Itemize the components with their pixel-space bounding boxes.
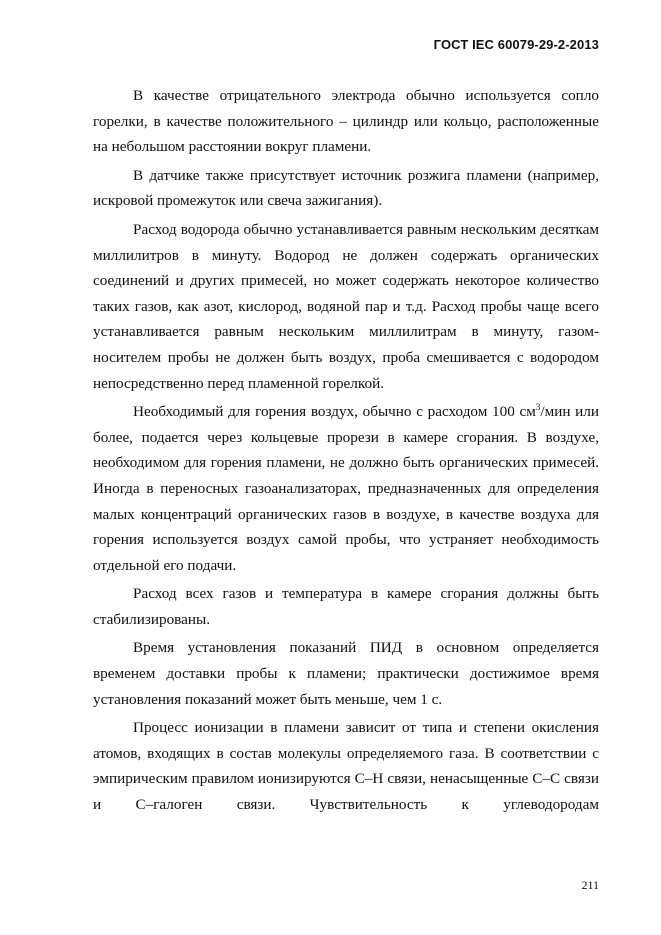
air-flow-text-start: Необходимый для горения воздух, обычно с расходом 100 см: [133, 403, 536, 421]
paragraph-response-time: Время установления показаний ПИД в основном определяется временем доставки пробы к пламени; практически достижимое время установления показаний может быть меньше, чем 1 с.: [93, 639, 599, 708]
body-text: [93, 83, 599, 818]
standard-code-header: ГОСТ IEC 60079-29-2-2013: [433, 37, 599, 52]
paragraph-electrodes: В качестве отрицательного электрода обычно используется сопло горелки, в качестве положительного – цилиндр или кольцо, расположенные на небольшом расстоянии вокруг пламени.: [93, 87, 599, 156]
cubic-superscript: 3: [535, 402, 541, 413]
paragraph-gas-stabilization: Расход всех газов и температура в камере сгорания должны быть стабилизированы.: [93, 585, 599, 628]
paragraph-hydrogen-flow: Расход водорода обычно устанавливается равным нескольким десяткам миллилитров в минуту. Водород не должен содержать органических соединений и других примесей, но может содержать некоторое количество таких газов, как азот, кислород, водяной пар и т.д. Расход пробы чаще всего устанавливается равным нескольким миллилитрам в минуту, газом-носителем пробы не должен быть воздух, проба смешивается с водородом непосредственно перед пламенной горелкой.: [93, 220, 599, 392]
paragraph-ignition-source: В датчике также присутствует источник розжига пламени (например, искровой промежуток или свеча зажигания).: [93, 166, 599, 210]
paragraph-ionization-process: Процесс ионизации в пламени зависит от типа и степени окисления атомов, входящих в состав молекулы определяемого газа. В соответствии с эмпирическим правилом ионизируются С–Н связи, ненасыщенные С–С связи и С–галоген связи. Чувствительность к углеводородам: [93, 719, 599, 814]
page-number: 211: [581, 878, 599, 892]
air-flow-text-rest: /мин или более, подается через кольцевые прорези в камере сгорания. В воздухе, необходимом для горения пламени, не должно быть органических примесей. Иногда в переносных газоанализаторах, предназначенных для определения малых концентраций органических газов в воздухе, в качестве воздуха для горения используется воздух самой пробы, что устраняет необходимость отдельной его подачи.: [93, 403, 599, 574]
paragraph-combustion-air: [93, 399, 599, 578]
